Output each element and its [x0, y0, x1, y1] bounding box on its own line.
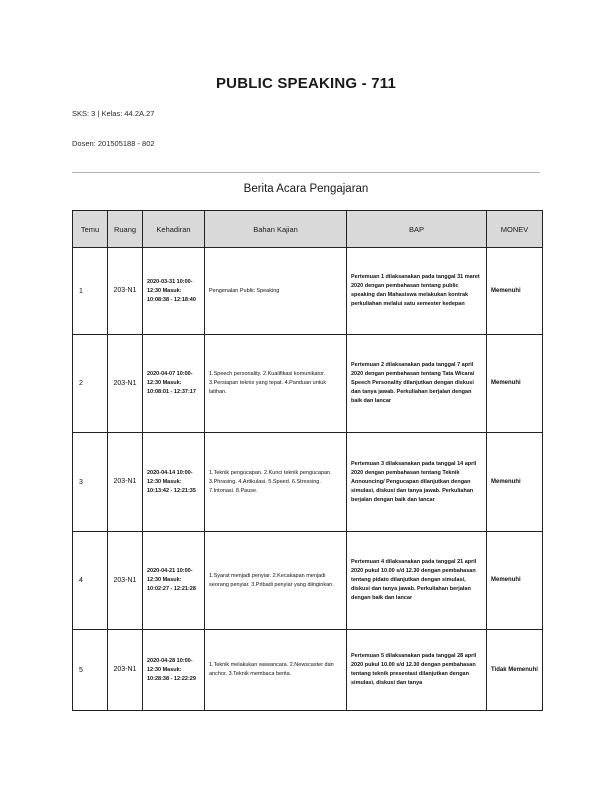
cell-temu: 4: [73, 532, 108, 630]
page-title: PUBLIC SPEAKING - 711: [215, 75, 397, 92]
cell-bap: [347, 532, 487, 630]
cell-ruang: 203-N1: [108, 248, 143, 335]
table-row: [73, 335, 543, 433]
cell-ruang: 203-N1: [108, 630, 143, 711]
kehadiran-text: 2020-04-28 10:00-12:30 Masuk: 10:28:38 - 12:22:29: [147, 657, 196, 682]
table-row: [73, 248, 543, 335]
divider: [72, 172, 540, 173]
cell-kehadiran: [143, 248, 205, 335]
table-row: [73, 433, 543, 532]
cell-kehadiran: [143, 630, 205, 711]
bap-text: Pertemuan 4 dilaksanakan pada tanggal 21 april 2020 pukul 10.00 s/d 12.30 dengan pembahasan tentang pidato dilanjutkan dengan simulasi, diskusi dan tanya jawab. Perkuliahan berjalan dengan baik dan lancar: [351, 559, 477, 601]
bap-text: Pertemuan 5 dilaksanakan pada tanggal 28 april 2020 pukul 10.00 s/d 12.30 dengan pembahasan tentang teknik presentasi dilanjutkan dengan simulasi, diskusi dan tanya: [351, 653, 477, 686]
cell-bahan-kajian: 1.Syarat menjadi penyiar. 2.Kecakapan menjadi seorang penyiar. 3.Pribadi penyiar yang diinginkan.: [205, 532, 347, 630]
cell-temu: 2: [73, 335, 108, 433]
kehadiran-text: 2020-03-31 10:00-12:30 Masuk: 10:08:38 - 12:18:40: [147, 278, 196, 303]
dosen-info: Dosen: 201505188 - 802: [72, 139, 155, 148]
cell-monev: Memenuhi: [487, 248, 543, 335]
cell-ruang: 203-N1: [108, 335, 143, 433]
sks-kelas-info: SKS: 3 | Kelas: 44.2A.27: [72, 109, 155, 118]
cell-kehadiran: [143, 335, 205, 433]
bap-text: Pertemuan 2 dilaksanakan pada tanggal 7 april 2020 dengan pembahasan tentang Tata Wicara/ Speech Personality dilanjutkan dengan diskusi dan tanya jawab. Perkuliahan berjalan dengan baik dan lancar: [351, 362, 475, 404]
table-row: [73, 630, 543, 711]
cell-temu: 1: [73, 248, 108, 335]
column-header-bap: BAP: [347, 211, 487, 248]
cell-bap: [347, 630, 487, 711]
cell-temu: 3: [73, 433, 108, 532]
kehadiran-text: 2020-04-14 10:00-12:30 Masuk: 10:13:42 - 12:21:35: [147, 469, 196, 494]
cell-monev: Memenuhi: [487, 433, 543, 532]
bap-text: Pertemuan 3 dilaksanakan pada tanggal 14 april 2020 dengan pembahasan tentang Teknik Announcing/ Pengucapan dilanjutkan dengan simulasi, diskusi dan tanya jawab. Perkuliahan berjalan dengan baik dan lancar: [351, 460, 477, 503]
cell-bahan-kajian: 1.Teknik melakukan wawancara. 2.Newscaster dan anchor. 3.Teknik membaca berita.: [205, 630, 347, 711]
cell-bahan-kajian: 1.Speech personality. 2.Kualifikasi komunikator. 3.Persiapan teknis yang tepat. 4.Panduan untuk latihan.: [205, 335, 347, 433]
column-header-temu: Temu: [73, 211, 108, 248]
cell-bap: [347, 335, 487, 433]
cell-bahan-kajian: 1.Teknik pengucapan. 2.Kunci teknik pengucapan. 3.Phrasing. 4.Artikulasi. 5.Speed. 6.Stressing. 7.Intonasi. 8.Pause.: [205, 433, 347, 532]
kehadiran-text: 2020-04-07 10:00-12:30 Masuk: 10:08:01 - 12:37:17: [147, 371, 196, 395]
column-header-ruang: Ruang: [108, 211, 143, 248]
table-row: [73, 532, 543, 630]
column-header-kehadiran: Kehadiran: [143, 211, 205, 248]
table-header-row: [73, 211, 543, 248]
cell-kehadiran: [143, 433, 205, 532]
cell-monev: Memenuhi: [487, 532, 543, 630]
cell-ruang: 203-N1: [108, 433, 143, 532]
cell-ruang: 203-N1: [108, 532, 143, 630]
bap-text: Pertemuan 1 dilaksanakan pada tanggal 31 maret 2020 dengan pembahasan tentang public speaking dan Mahasiswa melakukan kontrak perkuliahan melalui satu semester kedepan: [351, 274, 480, 307]
cell-bap: [347, 248, 487, 335]
column-header-bahan-kajian: Bahan Kajian: [205, 211, 347, 248]
cell-kehadiran: [143, 532, 205, 630]
cell-temu: 5: [73, 630, 108, 711]
section-title: Berita Acara Pengajaran: [243, 183, 369, 195]
cell-monev: Tidak Memenuhi: [487, 630, 543, 711]
cell-bahan-kajian: Pengenalan Public Speaking: [205, 248, 347, 335]
cell-bap: [347, 433, 487, 532]
cell-monev: Memenuhi: [487, 335, 543, 433]
column-header-monev: MONEV: [487, 211, 543, 248]
kehadiran-text: 2020-04-21 10:00-12:30 Masuk: 10:02:27 - 12:21:28: [147, 568, 196, 592]
attendance-table: [72, 210, 543, 711]
